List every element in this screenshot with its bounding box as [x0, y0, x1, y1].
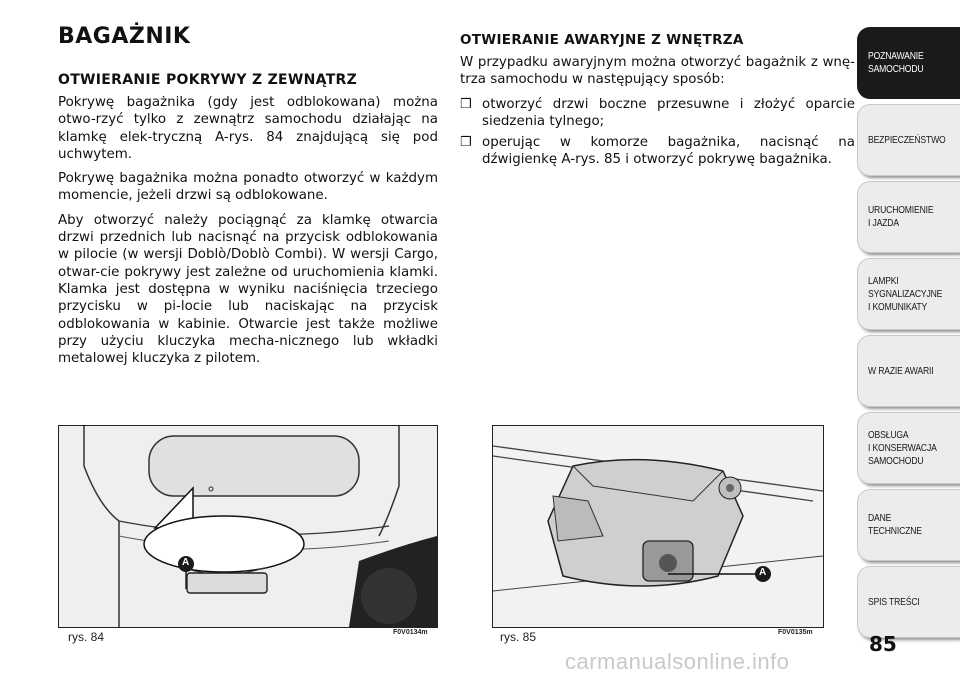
callout-a-label: A: [759, 567, 767, 578]
tab-label: POZNAWANIE SAMOCHODU: [868, 50, 924, 75]
tab-obsluga-i-konserwacja[interactable]: [858, 413, 960, 483]
paragraph: Pokrywę bagażnika można ponadto otworzyć w każdym momencie, jeżeli drzwi są odblokowane.: [58, 171, 438, 204]
intro-paragraph: W przypadku awaryjnym można otworzyć bagażnik z wnę-trza samochodu w następujący sposób:: [460, 55, 855, 88]
figure-caption: rys. 84: [68, 630, 105, 644]
tab-label: DANE TECHNICZNE: [868, 512, 922, 537]
paragraph: Aby otworzyć należy pociągnąć za klamkę otwarcia drzwi przednich lub nacisnąć na przycisk odblokowania w pilocie (w wersji Doblò/Doblò Combi). W wersji Cargo, otwar-cie pokrywy jest zależne od uruchomienia klamki. Klamka jest dostępna w wyniku naciśnięcia trzeciego przycisku w pi-locie lub naciskając na przycisk odblokowania w kabinie. Otwarcie jest także możliwe przy użyciu kluczyka mecha-nicznego lub wkładki metalowej kluczyka z pilotem.: [58, 212, 438, 367]
list-item: [460, 134, 855, 169]
bullet-text: operując w komorze bagażnika, nacisnąć na dźwigienkę A-rys. 85 i otworzyć pokrywę bagażnika.: [482, 135, 855, 168]
tab-uruchomienie-i-jazda[interactable]: [858, 182, 960, 252]
figure-84-tailgate-handle: [58, 425, 438, 628]
page-title: BAGAŻNIK: [58, 24, 191, 49]
lock-illustration: [493, 426, 823, 627]
checkbox-bullet-icon: ❒: [460, 96, 472, 112]
paragraph: Pokrywę bagażnika (gdy jest odblokowana) można otwo-rzyć tylko z zewnątrz samochodu działając na klamkę elek-tryczną A-rys. 84 znajdującą się pod uchwytem.: [58, 95, 438, 162]
figure-85-lock-mechanism: [492, 425, 824, 628]
list-item: [460, 96, 855, 131]
bullet-text: otworzyć drzwi boczne przesuwne i złożyć oparcie siedzenia tylnego;: [482, 96, 855, 129]
tab-dane-techniczne[interactable]: [858, 490, 960, 560]
tailgate-illustration: [59, 426, 437, 627]
tab-label: BEZPIECZEŃSTWO: [868, 133, 946, 146]
tab-spis-tresci[interactable]: [858, 567, 960, 637]
left-column: [58, 72, 438, 374]
tab-label: LAMPKI SYGNALIZACYJNE I KOMUNIKATY: [868, 274, 943, 313]
section-heading-exterior: OTWIERANIE POKRYWY Z ZEWNĄTRZ: [58, 72, 358, 88]
tab-poznawanie-samochodu[interactable]: [858, 28, 960, 98]
checkbox-bullet-icon: ❒: [460, 135, 472, 151]
tab-bezpieczenstwo[interactable]: [858, 105, 960, 175]
tab-label: SPIS TREŚCI: [868, 595, 920, 608]
bullet-list: [460, 96, 855, 169]
figure-code: F0V0134m: [393, 629, 428, 636]
right-column: [460, 32, 855, 173]
figure-caption: rys. 85: [500, 630, 537, 644]
tab-label: URUCHOMIENIE I JAZDA: [868, 204, 934, 229]
tab-label: W RAZIE AWARII: [868, 364, 934, 377]
callout-a-label: A: [182, 557, 190, 568]
watermark: carmanualsonline.info: [565, 649, 790, 674]
section-heading-emergency: OTWIERANIE AWARYJNE Z WNĘTRZA: [460, 32, 744, 48]
tab-label: OBSŁUGA I KONSERWACJA SAMOCHODU: [868, 428, 937, 467]
tab-lampki-sygnalizacyjne[interactable]: [858, 259, 960, 329]
figure-code: F0V0135m: [778, 629, 813, 636]
tab-w-razie-awarii[interactable]: [858, 336, 960, 406]
page-number: 85: [869, 632, 897, 656]
